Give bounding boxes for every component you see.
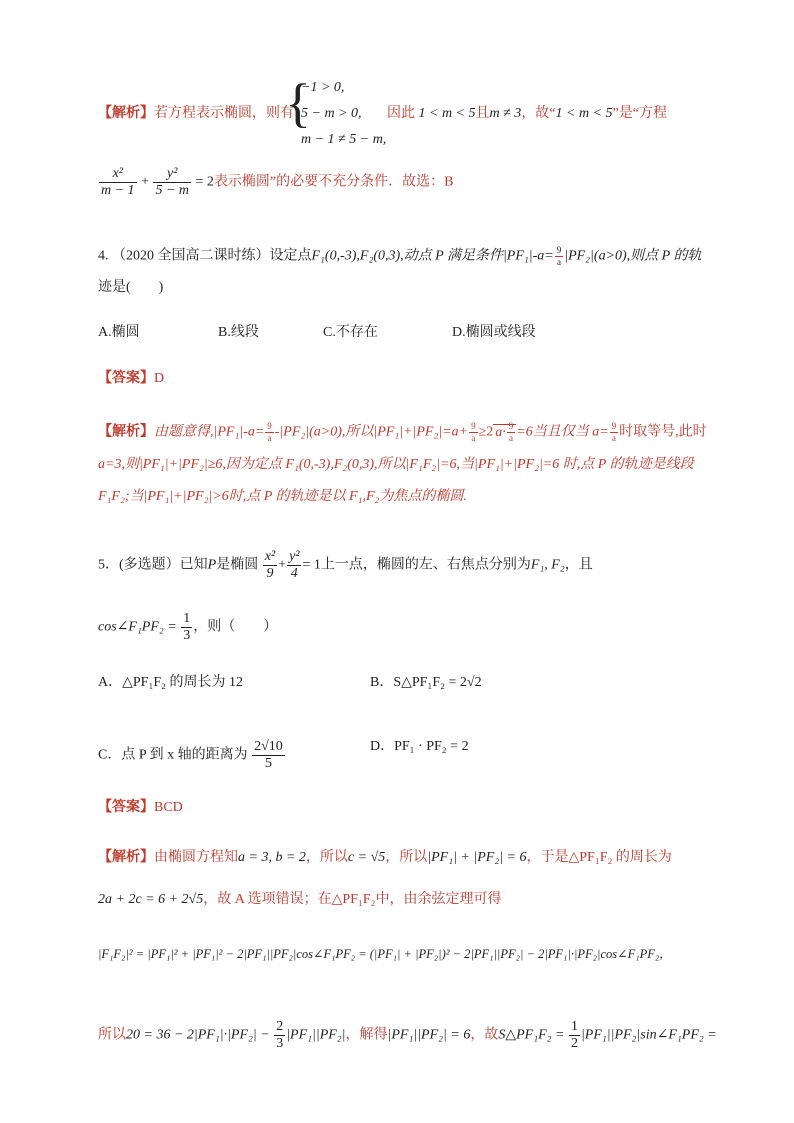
q4-option-a: A.椭圆 <box>98 325 140 340</box>
q5-analysis-line3: |F₁F₂|² = |PF₁|² + |PF₁|² − 2|PF₁||PF₂|cos∠F₁PF₂ = (|PF₁| + |PF₂|)² − 2|PF₁||PF₂| − 2|PF₁|·|PF₂|cos∠F₁PF₂， <box>98 947 672 961</box>
analysis-text: ，故“ <box>521 106 556 121</box>
system-line-1: −1 > 0, <box>301 80 345 95</box>
fraction: $\frac{9}{a}$ <box>267 421 272 443</box>
q4-analysis-line3: F₁F₂;当|PF₁|+|PF₂|>6时,点 P 的轨迹是以 F₁,F₂为焦点的椭圆. <box>98 489 467 504</box>
equation-rhs: = 2 <box>195 174 214 190</box>
analysis-label: 【解析】 <box>98 106 154 121</box>
fraction: $\frac{1}{3}$ <box>183 611 191 643</box>
fraction: $\frac{9}{a}$ <box>471 421 476 443</box>
math-condition: m ≠ 3 <box>489 106 522 121</box>
analysis-text: 因此 <box>387 106 415 121</box>
math-condition: 1 < m < 5 <box>418 106 476 121</box>
system-line-3: m − 1 ≠ 5 − m, <box>301 132 387 147</box>
q5-option-a: A．△PF₁F₂ 的周长为 12 <box>98 675 243 690</box>
q4-answer <box>98 372 164 386</box>
answer-label: 【答案】 <box>98 371 154 386</box>
analysis-text: 且 <box>475 106 490 121</box>
q4-analysis-line2: a=3,则|PF₁|+|PF₂|≥6,因为定点 F₁(0,-3),F₂(0,3),所以|F₁F₂|=6,当|PF₁|+|PF₂|=6 时,点 P 的轨迹是线段 <box>98 457 694 472</box>
q4-option-b: B.线段 <box>218 325 259 340</box>
fraction: $\frac{2√10}{5}$ <box>254 739 283 771</box>
q5-analysis-line2: 2a + 2c = 6 + 2√5，故 A 选项错误；在△PF₁F₂中，由余弦定理可得 <box>98 892 502 907</box>
analysis-text: 表示椭圆”的必要不充分条件．故选：B <box>213 174 454 190</box>
q3-analysis-line1-rest <box>387 107 667 121</box>
analysis-label: 【解析】 <box>98 850 154 865</box>
analysis-text: 若方程表示椭圆，则有 <box>154 106 294 121</box>
q5-option-b: B．S△PF₁F₂ = 2√2 <box>370 675 482 690</box>
q4-option-c: C.不存在 <box>323 325 378 340</box>
fraction: $\frac{\text{y²}}{4}$ <box>289 549 300 581</box>
q5-stem-line1: 5．(多选题）已知P是椭圆 $\frac{\text{x²}}{9}$ + $\frac{\text{y²}}{4}$ = 1上一点，椭圆的左、右焦点分别为F₁, F₂，且 <box>98 549 593 581</box>
q5-answer <box>98 801 183 815</box>
fraction: $\frac{9}{a}$ <box>556 245 562 267</box>
fraction: $\frac{2}{3}$ <box>276 1019 284 1051</box>
q5-analysis-line1: 【解析】由椭圆方程知a = 3, b = 2，所以c = √5，所以|PF₁| + |PF₂| = 6，于是△PF₁F₂ 的周长为 <box>98 850 672 865</box>
q3-analysis-line2: $\frac{\text{x²}}{m - 1}$ + $\frac{\text{y²}}{5 - m}$ = 2表示椭圆”的必要不充分条件．故选：B <box>101 166 454 198</box>
fraction: $\frac{9}{a}$ <box>611 421 617 443</box>
q5-option-d: D．PF₁ · PF₂ = 2 <box>370 739 469 754</box>
q5-stem-line2: cos∠F₁PF₂ = $\frac{1}{3}$ ，则（ ） <box>98 611 278 643</box>
system-brace: { <box>285 73 311 133</box>
q4-stem-line1: 4. （2020 全国高二课时练）设定点F₁(0,-3),F₂(0,3),动点 P 满足条件|PF₁|-a= $\frac{9}{a}$ |PF₂|(a>0),则点 P 的轨 <box>98 245 702 267</box>
analysis-text: ”是“方程 <box>612 106 667 121</box>
answer-label: 【答案】 <box>98 800 154 815</box>
fraction: $\frac{\text{x²}}{9}$ <box>264 549 276 581</box>
fraction: $\frac{\text{x²}}{m - 1}$ <box>101 166 135 198</box>
q5-option-c: C．点 P 到 x 轴的距离为 $\frac{2√10}{5}$ <box>98 739 283 771</box>
q4-analysis-line1: 【解析】由题意得,|PF₁|-a= $\frac{9}{a}$ -|PF₂|(a>0),所以|PF₁|+|PF₂|=a+ $\frac{9}{a}$ ≥2 a· $\frac{9}{a}$ =6当且仅当 a= $\frac{9}{a}$ 时取等号,此时 <box>98 421 707 443</box>
fraction: $\frac{1}{2}$ <box>570 1019 578 1051</box>
answer-value: D <box>154 371 165 386</box>
fraction: $\frac{9}{a}$ <box>508 421 514 443</box>
system-line-2: 5 − m > 0, <box>301 106 362 121</box>
math-condition: 1 < m < 5 <box>555 106 613 121</box>
q5-analysis-line4: 所以20 = 36 − 2|PF₁|·|PF₂| − $\frac{2}{3}$ |PF₁||PF₂|，解得|PF₁||PF₂| = 6，故S△PF₁F₂ = $\frac{1}{2}$ |PF₁||PF₂|sin∠F₁PF₂ = <box>98 1019 717 1051</box>
q3-analysis-line1 <box>98 107 294 121</box>
q4-stem-line2: 迹是( ) <box>98 280 164 295</box>
analysis-label: 【解析】 <box>98 424 154 440</box>
q4-option-d: D.椭圆或线段 <box>452 325 536 340</box>
fraction: $\frac{\text{y²}}{5 - m}$ <box>155 166 190 198</box>
answer-value: BCD <box>154 800 183 815</box>
